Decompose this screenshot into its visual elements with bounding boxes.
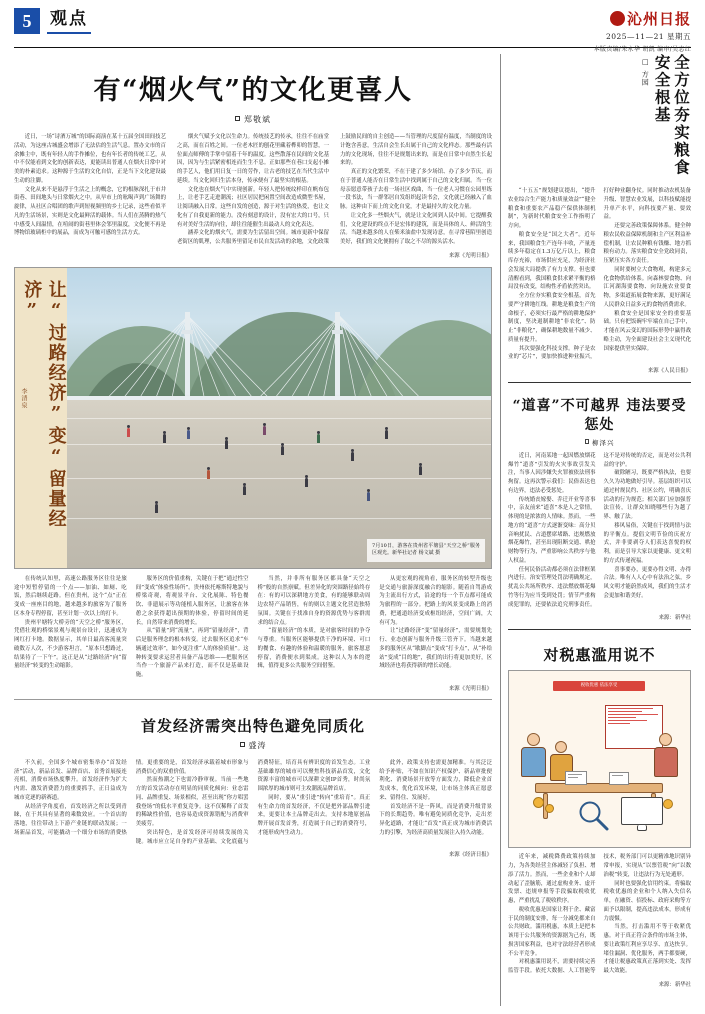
lead-byline — [14, 114, 492, 125]
paragraph: 从“留量”到“流量”，再到“留量经济”，背后是服务理念的根本转变。过去服务区追求“车辆通过效率”，如今更注重“人的体验质量”。这种转变要求运营者具备产品思维——把服务区当作一个旅游产品来打造，而不仅是基础设施。 — [135, 628, 249, 678]
bottom-article — [14, 707, 492, 859]
paragraph: 服务区的价值重构，关键在于把“通过性空间”变成“体验性场所”。贵州依托喀斯特地貌与桥梁奇观，将观景平台、文化展陈、特色餐饮、非遗展示等功能植入服务区，让旅客在休憩之余获得超出预期的体验，停留时间的延长，自然带来消费的增长。 — [135, 575, 249, 626]
paragraph: 从更宏观的视角看，服务区的转型升级也是交通与旅游深度融合的缩影。随着自驾游成为主流出行方式，沿途的每一个节点都可能成为旅程的一部分。把路上的风景变成路上的消费，把通道经济变成枢纽经济，空间广阔，大有可为。 — [379, 575, 492, 626]
paragraph: 同时，要从“重引进”转向“重培育”。真正有生命力的首发经济，不仅是把外部品牌引进来，更要让本土品牌走出去。支持本地原创品牌开展首发首秀，打造属于自己的消费符号，才能形成内生动力。 — [257, 794, 371, 836]
right-article-3-body — [508, 853, 691, 976]
cartoon-monitor-stand-icon — [637, 825, 647, 831]
bottom-headline: 首发经济需突出特色避免同质化 — [140, 716, 365, 735]
bottom-byline — [14, 740, 492, 751]
cartoon-person-head-icon — [527, 733, 540, 746]
editor-credit: 本版责编/朱永华 胡凯 编审/吴志红 — [593, 46, 691, 53]
section-title: 观点 — [47, 8, 91, 34]
paragraph: 同时也要强化信用约束。将骗取税收优惠的企业和个人纳入失信名单，在融资、招投标、政府采购等方面予以限制，提高违法成本，形成有力震慑。 — [603, 880, 691, 922]
magnifier-icon — [577, 799, 611, 833]
main-column — [14, 54, 492, 1006]
photo-caption: 7月10日，游客在贵州省平塘县“天空之桥”服务区观光。新华社记者 杨文斌 摄 — [367, 539, 485, 562]
cartoon-coin-icon — [545, 804, 554, 813]
lead-source: 来源《光明日报》 — [448, 252, 492, 259]
bottom-body — [14, 759, 492, 847]
paragraph: 首发经济不是一阵风，而是消费升级背景下的长期趋势。唯有避免同质化竞争，走出差异化道路，才能让“首发”真正成为城市消费活力的引擎，为经济高质量发展注入持久动能。 — [379, 803, 492, 836]
cartoon-paper-icon — [609, 772, 629, 785]
paragraph: 对税惠滥用说不，需要持续完善监管手段。依托大数据、人工智能等技术，税务部门可以更精准地识别异常申报，实现从“以票管税”向“以数治税”转变，让违法行为无处遁形。 — [508, 854, 691, 975]
masthead-right — [594, 8, 691, 53]
masthead-left — [14, 8, 91, 34]
right-article-2-source: 来源：新华社 — [658, 615, 691, 622]
right-article-2 — [508, 391, 691, 621]
paragraph: 此外，政策支持也需更加精准。与其泛泛给予补贴，不如在知识产权保护、新品审批便利化、消费场景开放等方面发力，降低企业首发成本，优化首发环境，让市场主体真正愿意来、留得住、发展好。 — [379, 759, 492, 801]
right-article-2-headline: “道喜”不可越界 违法要受惩处 — [512, 398, 687, 433]
paper-name: 沁州日报 — [626, 10, 691, 28]
feature-title-panel — [15, 268, 67, 568]
feature-title-small: 李清泉 — [20, 387, 27, 409]
byline-square-icon — [235, 116, 240, 121]
masthead — [14, 8, 691, 53]
cartoon-poster-icon — [605, 705, 663, 749]
right-article-1-source: 来源《人民日报》 — [647, 368, 691, 374]
right-article-3 — [508, 638, 691, 988]
cartoon-person-head-icon — [659, 733, 672, 746]
bridge-pylon — [185, 312, 190, 404]
divider — [508, 382, 691, 383]
cartoon-table-icon — [535, 783, 663, 793]
paragraph: 粮食安全是国家安全的重要基础。只有把饭碗牢牢端在自己手中，才能在风云变幻的国际形势中赢得战略主动，为全面建设社会主义现代化国家提供坚实保障。 — [603, 310, 691, 352]
paragraph: 然而热潮之下也需冷静审视。当前一些地方的首发活动存在明显的同质化倾向：业态雷同、品牌重复、场景相似，甚至出现“你方唱罢我登场”的低水平重复竞争。这不仅稀释了首发的稀缺性价值，也容易造成资源错配与消费审美疲劳。 — [135, 777, 249, 827]
bridge-pylon — [335, 312, 340, 404]
paragraph: 税收优惠是国家让利于企、藏富于民的制度安排，每一分减免都来自公共财政。滥用税惠，本质上是把本该用于公共服务的资源据为己有，既损害国家利益，也对守法经营者形成不公平竞争。 — [508, 906, 596, 957]
bottom-source: 来源《经济日报》 — [448, 852, 492, 859]
cartoon-paper-icon — [565, 771, 587, 785]
paragraph: 近日，一场“诗酒万城”的国际商演在某十五届全国田间技艺活动，为这座古城盛会增添了无法估的生活气息。置办文市的百余摊主中，既有年轻人的手作摊位，也有年长者的传统工艺，从中不仅能看到文化的创新表达，更能读出普通人在烟火日常中对美的朴素追求。这种源于生活的文化自信，正是当下文化建设最生动的注脚。 — [14, 134, 166, 184]
cartoon-person-body-icon — [521, 747, 546, 777]
paragraph: 贵州平塘特大桥旁的“天空之桥”服务区，凭借壮观的桥梁景观与观景台设计，迅速成为网红打卡地。数据显示，其单日最高客流量突破数万人次，不少游客坦言，“原本只想路过，结果待了一下午”。这正是从“过路经济”向“留量经济”转变的生动缩影。 — [14, 619, 127, 670]
paragraph: 同时要树立大食物观，构建多元化食物供给体系。向森林要食物、向江河湖海要食物、向设施农业要食物，多渠道拓展食物来源，更好满足人民群众日益多元的食物消费需求。 — [603, 266, 691, 308]
cartoon-banner: 税收优惠 依法享受 — [553, 681, 645, 691]
divider — [508, 629, 691, 630]
cartoon-person-body-icon — [654, 747, 678, 777]
paragraph: 文化从来不是悬浮于生活之上的概念，它的根脉深扎于市井街巷、田间地头与日常烟火之中。从早市上的吆喝声到广场舞的旋律，从社区合唱团的歌声到短视频里的乡土记录，这些看似平凡的生活场景，实则是文化最鲜活的载体。当人们在蒸腾的热气中感受人间温情，在喧闹的街巷里体会邻里温度，文化便不再是博物馆玻璃柜中的展品，而成为可触可感的生活方式。 — [14, 186, 166, 237]
right-article-3-headline: 对税惠滥用说不 — [543, 646, 656, 665]
lead-body — [14, 133, 492, 247]
paragraph: 移风易俗，关键在于找到情与法的平衡点。提倡文明节俭的庆祝方式，并非要剥夺人们表达喜悦的权利，而是引导大家以更健康、更文明的方式传递祝福。 — [603, 522, 691, 564]
paragraph: 近年来，减税降费政策持续加力，为各类经营主体减轻了负担、增添了活力。然而，一些企业和个人却动起了歪脑筋，通过虚构业务、虚开发票、违规申报等手段骗取税收优惠，严重扰乱了税收秩序。 — [508, 854, 596, 905]
paragraph: 还要完善政策保障体系。健全种粮农民收益保障机制和主产区利益补偿机制，让农民种粮有钱赚、地方抓粮有动力。落实粮食安全党政同责，压紧压实各方责任。 — [603, 223, 691, 264]
paragraph: “十五五”规划建议提出，“提升农业综合生产能力和质量效益”“健全粮食和重要农产品稳产保供体制机制”，为新时代粮食安全工作指明了方向。 — [508, 188, 596, 229]
paragraph: 让文化多一些烟火气，就是让文化回到人民中间。它提醒我们，文化建设的终点不是宏伟的建筑，而是具体的人、鲜活的生活。当越来越多的人在柴米油盐中发现诗意，在寻常巷陌里创造美好，我们的文化便拥有了取之不尽的源头活水。 — [340, 212, 492, 245]
editorial-cartoon — [508, 670, 691, 848]
paragraph: 让“过路经济”变“留量经济”，需要规划先行、业态创新与服务升级三管齐下。当越来越多的服务区从“歇脚点”变成“打卡点”，从“补给站”变成“目的地”，我们的出行将更加美好，区域经济也将获得新的增长动能。 — [379, 628, 492, 670]
right-article-2-body — [508, 452, 691, 610]
paper-logo — [610, 8, 691, 29]
paragraph: 粮食安全是“国之大者”。近年来，我国粮食生产连年丰收，产量连续多年稳定在1.3万亿斤以上，粮食库存充裕，市场供应充足，为经济社会发展大局提供了有力支撑。但也要清醒看到，我国粮食供求紧平衡的格局没有改变，结构性矛盾依然突出。 — [508, 231, 596, 291]
bottom-author: 盛涛 — [248, 740, 267, 750]
paragraph: 近日，河南某地一起因燃放烟花爆竹“道喜”引发的火灾事故引发关注，当事人因涉嫌失火罪被依法刑事拘留。这再次警示我们：民俗表达也有边界，违法必受惩处。 — [508, 452, 596, 494]
paragraph: 文化也在烟火气中实现创新。年轻人把传统纹样印在帆布包上，让老手艺走进潮流；社区居民把闲置空间改造成微型书屋，让阅读融入日常。这些自发的创造，源于对生活的热爱，也让文化有了自我更新的能力。没有刻意的设计，没有宏大的口号，只有对美好生活的向往，却往往能催生出最动人的文化表达。 — [177, 186, 329, 228]
cartoon-coin-icon — [663, 799, 673, 809]
right-column — [500, 54, 691, 1006]
page-number-badge: 5 — [14, 8, 40, 34]
right-article-2-byline: 柳泽兴 — [508, 438, 691, 447]
paragraph: 破除陋习，既要严格执法，也要久久为功地做好引导。基层组织可以通过村规民约、社区公约，明确喜庆活动的行为规范；相关部门应加强普法宣传，让群众知晓哪些行为越了界、触了法。 — [603, 470, 691, 521]
lead-article — [14, 54, 492, 259]
paragraph: 真正的文化繁荣，不在于建了多少场馆、办了多少节庆，而在于普通人能否在日常生活中找到属于自己的文化归属。当一位母亲愿意带孩子去看一场社区戏曲，当一位老人习惯在公园里练一段书法，当一群邻居自发组织起读书会，文化就已经融入了血脉。这种由下而上的文化自觉，才是最持久的文化力量。 — [340, 169, 492, 210]
paragraph: 其次要强化科技支撑。种子是农业的“芯片”，要加快推进种业振兴，打好种业翻身仗。同时推动农机装备升级、智慧农业发展，以科技赋能提升单产水平，向科技要产量、要效益。 — [508, 188, 691, 361]
paragraph: 当然，打击滥用不等于收紧优惠。对于真正符合条件的市场主体，要让政策红利应享尽享、直达快享。堵住漏洞、优化服务，两手都要硬，才能让税惠政策真正落到实处、发挥最大效能。 — [603, 924, 691, 975]
paragraph: “留量经济”的本质，是对旅客时间的争夺与尊重。当服务区能够提供干净的环境、可口的餐食、有趣的体验和温暖的服务，旅客愿意停留，消费便水到渠成。这种以人为本的逻辑，值得更多公共服务空间借鉴。 — [257, 628, 371, 670]
feature-title-vertical: 让“过路经济”变“留量经济” — [21, 279, 67, 529]
byline-square-icon — [585, 439, 590, 444]
paragraph: 突出特色，是首发经济可持续发展的关键。城市应立足自身的产业基础、文化底蕴与消费特征，培育具有辨识度的首发生态。工业基础雄厚的城市可以聚焦科技新品首发，文化资源丰富的城市可以深耕文创IP首秀，时尚氛围浓厚的城市则可主攻潮流品牌首店。 — [135, 759, 371, 845]
issue-date: 2025—11—21 星期五 — [605, 32, 691, 41]
paragraph: 任何民俗活动都必须在法律框架内进行。治安管理处罚法明确规定，扰乱公共场所秩序、违法燃放烟花爆竹等行为应当受到处罚；情节严重构成犯罪的，还要依法追究刑事责任。这不是对传统的否定，而是对公共利益的守护。 — [508, 452, 691, 608]
logo-seal-icon — [610, 11, 625, 26]
page-content — [14, 54, 691, 1006]
lead-headline: 有“烟火气”的文化更喜人 — [93, 75, 413, 106]
right-article-3-source: 来源：新华社 — [658, 981, 691, 988]
paragraph: 不久前，全国多个城市密集举办“首发经济”活动，新品首发、品牌首店、首秀首展接连亮相，消费市场热度攀升。首发经济作为扩大内需、激发消费潜力的重要抓手，正日益成为城市竞逐的新赛道。 — [14, 759, 127, 801]
cartoon-person-head-icon — [555, 741, 567, 753]
paragraph: 当然，并非所有服务区都具备“天空之桥”般的自然禀赋。但差异化的突围路径始终存在：有的可以深耕地方美食，有的能够联动周边农特产品销售，有的则以主题文化营造独特氛围。关键在于找准自身的资源优势与客群需求的结合点。 — [257, 575, 371, 626]
right-article-1-byline: □ 方园 — [641, 58, 650, 87]
right-article-1-headline: 全方位夯实粮食安全根基 — [652, 54, 691, 177]
feature-source: 来源《光明日报》 — [448, 685, 492, 692]
divider — [14, 699, 492, 700]
right-article-1-body — [508, 187, 691, 362]
feature-photo — [67, 268, 491, 568]
paragraph: 在传统认知里，高速公路服务区往往是旅途中短暂停留的一个点——加油、如厕、吃饭，然后继续赶路。但在贵州，这个“点”正在变成一座座目的地，越来越多的旅客为了服务区本身专程停留，甚至计划一次以上的打卡。 — [14, 575, 127, 617]
paragraph: 烟火气赋予文化以生命力。传统技艺的传承，往往不在庙堂之高，而在百姓之间。一位老木匠的刨花里藏着榫卯的智慧，一位面点师傅的手掌中留着千年的温度。这些散落在民间的文化基因，因为与生活紧密相连而生生不息。正如那些在巷口支起小摊的手艺人，他们用日复一日的劳作，让古老的技艺在当代生活中延续。当文化回归生活本身，传承便有了最坚实的根基。 — [177, 134, 329, 184]
lead-author: 郑敬斌 — [244, 115, 271, 124]
right-article-1 — [508, 54, 691, 374]
byline-square-icon — [240, 742, 245, 747]
paragraph: 喜事要办，更要办得文明、办得合法。唯有人人心中有法治之弦，乡风文明才能蔚然成风，我们的生活才会更加和谐美好。 — [603, 566, 691, 599]
feature-body — [14, 575, 492, 680]
feature-photo-package — [14, 267, 492, 569]
right-article-1-title-block — [508, 54, 691, 182]
paragraph: 全方位夯实粮食安全根基，首先要严守耕地红线。耕地是粮食生产的命根子，必须实行最严格的耕地保护制度，坚决遏制耕地“非农化”、防止“非粮化”，确保耕地数量不减少、质量有提升。 — [508, 293, 596, 343]
paragraph: 涵养文化的烟火气，需要为生活留出空间。城市更新中保留老街区的肌理，公共服务里留足市民自发活动的余地，文化政策上鼓励民间的自主创造——当管理的尺度留有温度，当制度的设计饱含善意，生活自会生长出属于自己的文化样态。那些最有活力的文化现场，往往不是规划出来的，而是在日常中自然生长起来的。 — [177, 134, 492, 245]
paragraph: 传统婚丧嫁娶、乔迁开业等喜事中，亲友前来“道喜”本是人之常情，体现的是浓浓的人情味。然而，一些地方的“道喜”方式逐渐变味：高分贝音响扰民、占道摆席堵路、违规燃放烟花爆竹，甚至出现阻断交通、哄抢财物等行为，严重影响公共秩序与他人权益。 — [508, 496, 596, 564]
cartoon-monitor-icon — [621, 797, 663, 825]
paragraph: 从经济学角度看，首发经济之所以受到青睐，在于其具有显著的乘数效应。一个首店的落地，往往带动上下游产业链的联动发展；一场新品首发，可能撬动一个细分市场的消费热情。更重要的是，首发经济承载着城市形象与消费信心的双重价值。 — [14, 759, 249, 836]
